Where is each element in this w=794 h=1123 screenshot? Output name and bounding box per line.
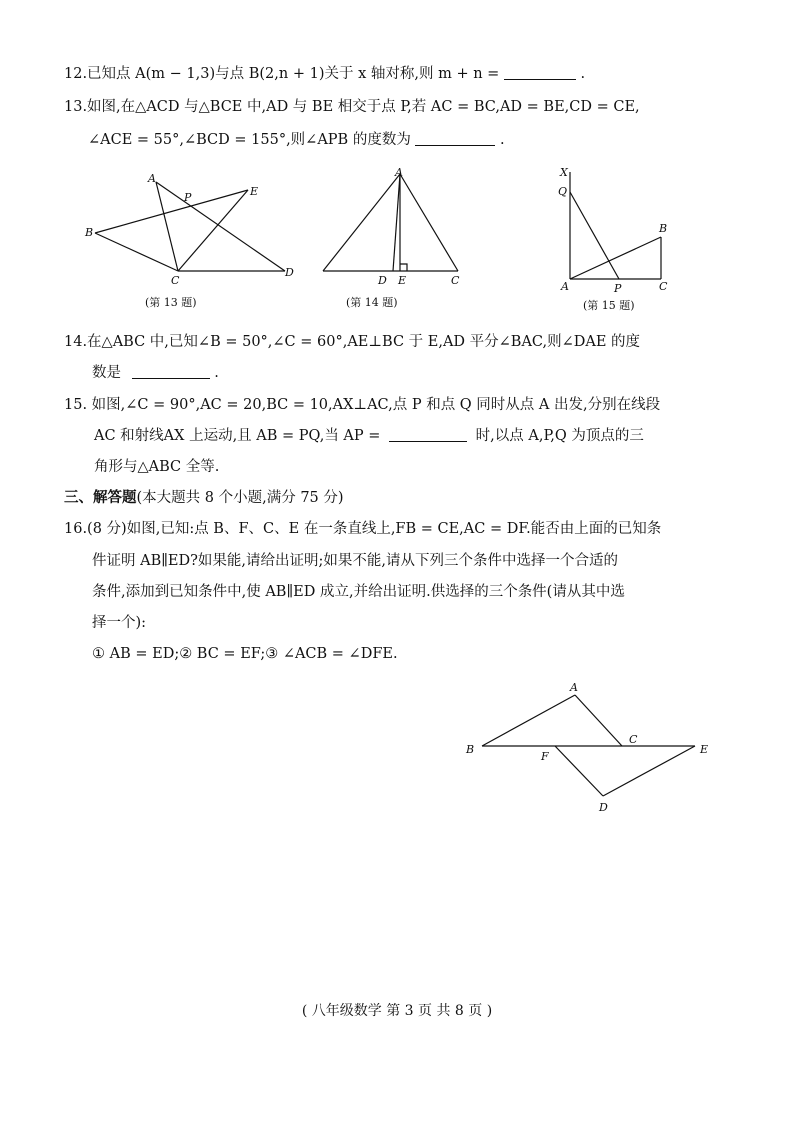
question-16-line1: 16.(8 分)如图,已知:点 B、F、C、E 在一条直线上,FB = CE,AC = DF.能否由上面的已知条 [64,521,662,537]
fig13-label-C: C [171,274,180,287]
q15-line2b: 时,以点 A,P,Q 为顶点的三 [475,428,644,444]
fig16-label-E: E [700,743,709,756]
figure-13 [80,168,300,318]
fig13-segment-AD [156,182,285,271]
question-16-line2: 件证明 AB∥ED?如果能,请给出证明;如果不能,请从下列三个条件中选择一个合适的 [92,553,619,569]
fig13-caption: (第 13 题) [145,296,197,309]
q13-answer-blank[interactable] [415,131,495,146]
section-3-title: 三、解答题 [64,489,137,506]
fig15-label-A: A [561,280,569,293]
fig14-label-E: E [398,274,407,287]
figure-15 [555,168,695,318]
fig16-segment-AC [575,695,622,746]
q12-end: . [580,66,586,82]
fig13-segment-BC [95,233,178,271]
fig16-segment-AB [482,695,575,746]
question-14-line2 [92,363,219,383]
question-16-options: ① AB = ED;② BC = EF;③ ∠ACB = ∠DFE. [92,646,398,662]
fig14-caption: (第 14 题) [346,296,398,309]
fig13-label-P: P [184,191,192,204]
fig13-segment-BE [95,190,248,233]
q14-line2-text: 数是 [92,365,121,381]
fig15-label-B: B [659,222,668,235]
fig15-label-X: X [560,166,568,179]
section-3-heading [64,488,344,508]
question-15-line2 [94,426,644,446]
figure-16 [462,678,722,818]
fig14-segment-AC [400,174,458,271]
question-13-line1: 13.如图,在△ACD 与△BCE 中,AD 与 BE 相交于点 P,若 AC = BC,AD = BE,CD = CE, [64,99,640,115]
fig14-segment-AD [393,174,400,271]
q14-answer-blank[interactable] [132,364,210,379]
fig15-label-Q: Q [558,185,568,198]
figure-14 [318,168,468,318]
fig14-label-C: C [451,274,460,287]
fig13-label-D: D [285,266,294,279]
q14-end: . [214,365,219,381]
fig16-label-B: B [466,743,475,756]
fig16-label-A: A [570,681,578,694]
fig15-segment-QP [570,192,619,279]
question-15-line3: 角形与△ABC 全等. [94,459,220,475]
question-16-line3: 条件,添加到已知条件中,使 AB∥ED 成立,并给出证明.供选择的三个条件(请从其中选 [92,584,625,600]
fig14-right-angle-mark [400,264,407,271]
question-12 [64,64,585,84]
fig14-label-A: A [395,166,403,179]
q12-answer-blank[interactable] [504,65,576,80]
fig16-segment-DE [603,746,695,796]
question-15-line1: 15. 如图,∠C = 90°,AC = 20,BC = 10,AX⊥AC,点 P 和点 Q 同时从点 A 出发,分别在线段 [64,397,661,413]
fig13-label-B: B [85,226,94,239]
section-3-note: (本大题共 8 个小题,满分 75 分) [136,490,344,506]
fig13-label-A: A [148,172,156,185]
fig16-segment-FD [555,746,603,796]
fig16-label-F: F [541,750,549,763]
fig15-caption: (第 15 题) [583,299,635,312]
q13-end: . [500,132,505,148]
question-13-line2 [88,130,505,150]
fig14-segment-AB [323,174,400,271]
page-footer: ( 八年级数学 第 3 页 共 8 页 ) [301,1003,493,1019]
fig15-label-P: P [614,282,622,295]
fig14-label-D: D [378,274,387,287]
q12-text: 12.已知点 A(m − 1,3)与点 B(2,n + 1)关于 x 轴对称,则 m + n = [64,66,500,82]
q15-answer-blank[interactable] [389,427,467,442]
q13-line2-text: ∠ACE = 55°,∠BCD = 155°,则∠APB 的度数为 [88,132,411,148]
q15-line2a: AC 和射线AX 上运动,且 AB = PQ,当 AP = [94,428,381,444]
fig15-label-C: C [659,280,668,293]
question-14-line1: 14.在△ABC 中,已知∠B = 50°,∠C = 60°,AE⊥BC 于 E,AD 平分∠BAC,则∠DAE 的度 [64,334,641,350]
fig13-label-E: E [250,185,259,198]
fig16-label-D: D [599,801,608,814]
fig16-label-C: C [629,733,638,746]
question-16-line4: 择一个): [92,615,147,631]
